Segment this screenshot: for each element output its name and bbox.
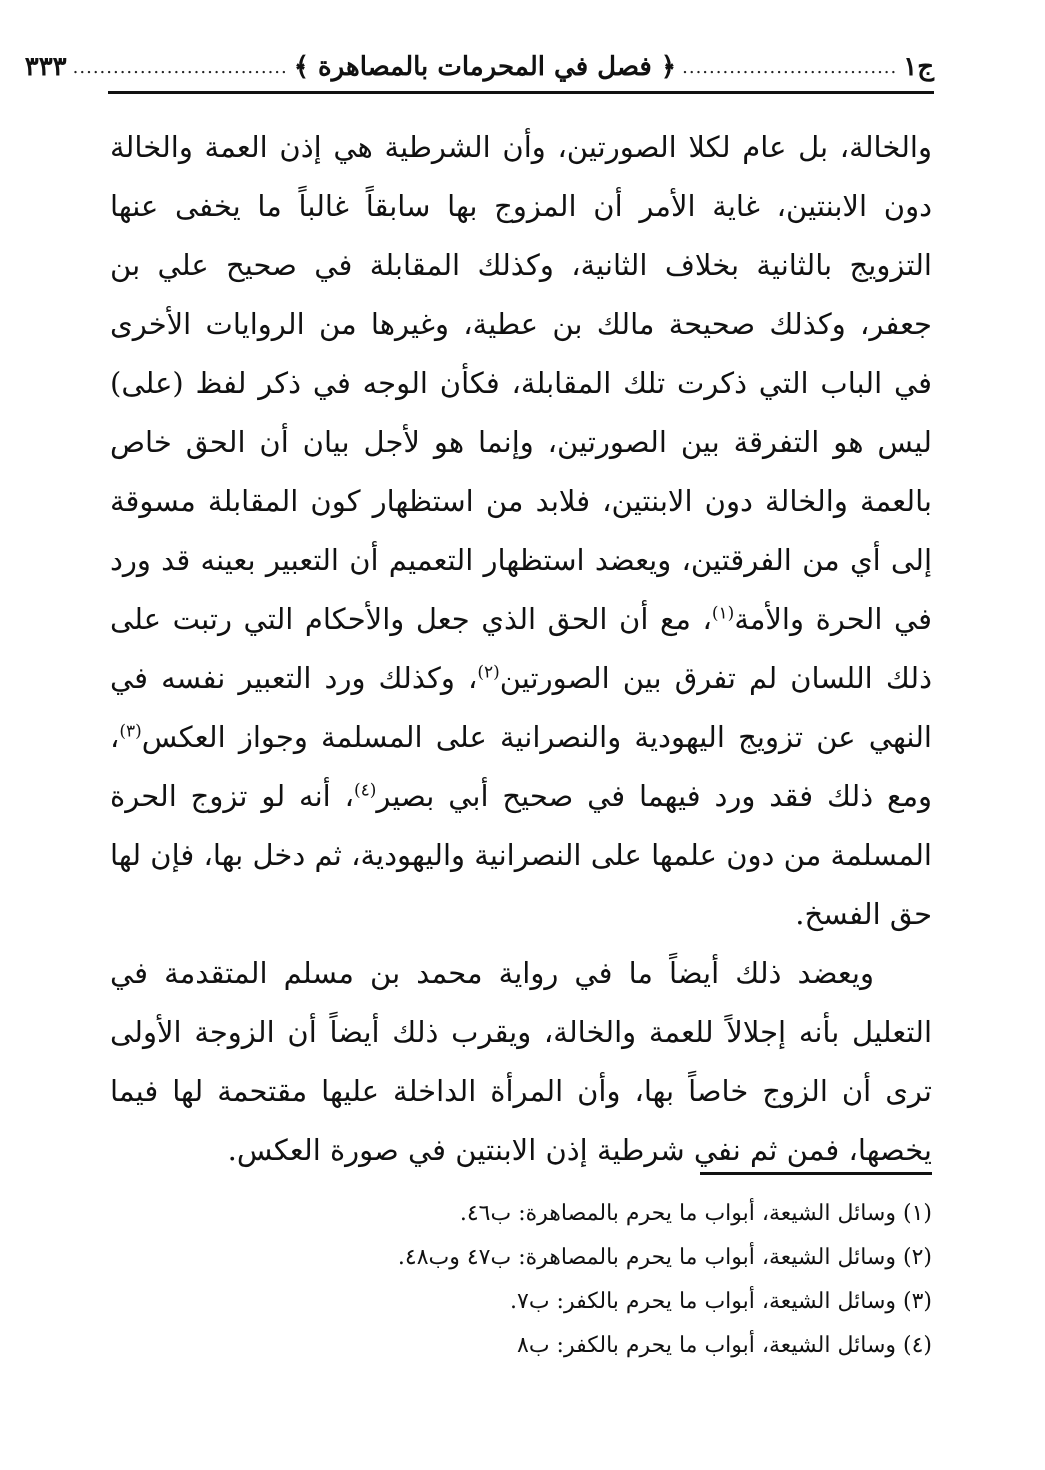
text-run: ، أنه لو تزوج الحرة المسلمة من دون علمها على النصرانية واليهودية، ثم دخل بها، فإن لها حق الفسخ. (110, 779, 932, 931)
footnotes (200, 1192, 932, 1368)
footnote: (٣) وسائل الشيعة، أبواب ما يحرم بالكفر: ب٧. (510, 1289, 932, 1314)
main-text (110, 118, 932, 1180)
text-run: ، مع أن الحق الذي جعل والأحكام التي رتبت على ذلك اللسان لم تفرق بين الصورتين (110, 602, 933, 695)
text-run: ، وكذلك ورد التعبير نفسه في النهي عن تزويج اليهودية والنصرانية على المسلمة وجواز العكس (110, 661, 932, 754)
leader-dots: ................................ (682, 56, 898, 78)
page-number: ٣٣٣ (24, 52, 67, 82)
paragraph: ويعضد ذلك أيضاً ما في رواية محمد بن مسلم المتقدمة في التعليل بأنه إجلالاً للعمة والخالة، ويقرب ذلك أيضاً أن الزوجة الأولى ترى أن الزوج خاصاً بها، وأن المرأة الداخلة عليها مقتحمة لها فيما يخصها، فمن ثم نفي شرطية إذن الابنتين في صورة العكس. (110, 956, 932, 1167)
running-header (24, 42, 934, 92)
footnote-marker: (١) (711, 603, 735, 624)
paragraph (110, 118, 932, 944)
footnote: (٤) وسائل الشيعة، أبواب ما يحرم بالكفر: ب٨ (517, 1333, 932, 1358)
footnote: (٢) وسائل الشيعة، أبواب ما يحرم بالمصاهرة: ب٤٧ وب٤٨. (397, 1245, 932, 1270)
chapter-title: ﴿ فصل في المحرمات بالمصاهرة ﴾ (293, 52, 677, 82)
volume-label: ج١ (903, 52, 934, 82)
footnote-divider (700, 1172, 932, 1175)
leader-dots: ................................ (72, 56, 288, 78)
header-divider (108, 91, 934, 94)
text-run: ، ومع ذلك فقد ورد فيهما في صحيح أبي بصير (110, 720, 932, 813)
footnote-marker: (٢) (477, 662, 500, 683)
footnote-marker: (٤) (353, 780, 377, 801)
footnote-marker: (٣) (119, 721, 142, 742)
footnote: (١) وسائل الشيعة، أبواب ما يحرم بالمصاهرة: ب٤٦. (459, 1201, 932, 1226)
text-run: والخالة، بل عام لكلا الصورتين، وأن الشرطية هي إذن العمة والخالة دون الابنتين، غاية الأمر أن المزوج بها سابقاً غالباً ما يخفى عنها التزويج بالثانية بخلاف الثانية، وكذلك المقابلة في صحيح علي بن جعفر، وكذلك صحيحة مالك بن عطية، وغيرها من الروايات الأخرى في الباب التي ذكرت تلك المقابلة، فكأن الوجه في ذكر لفظ (على) ليس هو التفرقة بين الصورتين، وإنما هو لأجل بيان أن الحق خاص بالعمة والخالة دون الابنتين، فلابد من استظهار كون المقابلة مسوقة إلى أي من الفرقتين، ويعضد استظهار التعميم أن التعبير بعينه قد ورد في الحرة والأمة (110, 130, 932, 636)
